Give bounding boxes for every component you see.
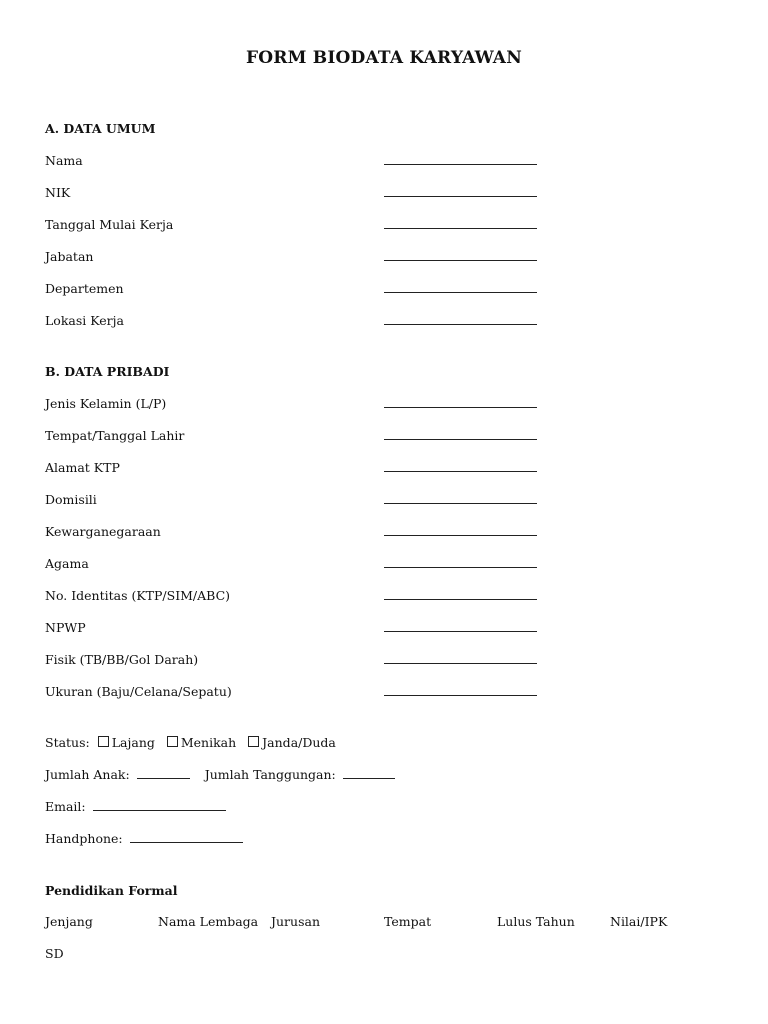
field-label: Agama bbox=[45, 556, 89, 571]
checkbox[interactable] bbox=[167, 736, 178, 747]
field-row-npwp bbox=[45, 620, 545, 638]
email-line[interactable] bbox=[93, 799, 226, 811]
field-row-alamat-ktp bbox=[45, 460, 545, 478]
fill-in-line[interactable] bbox=[384, 292, 537, 293]
section-b-heading: B. DATA PRIBADI bbox=[45, 364, 170, 379]
fill-in-line[interactable] bbox=[384, 196, 537, 197]
column-header: Nama Lembaga bbox=[158, 914, 259, 929]
checkbox[interactable] bbox=[98, 736, 109, 747]
field-row-jenis-kelamin bbox=[45, 396, 545, 414]
jumlah-tanggungan-label: Jumlah Tanggungan: bbox=[204, 767, 336, 782]
jumlah-anak-label: Jumlah Anak: bbox=[45, 767, 130, 782]
fill-in-line[interactable] bbox=[384, 324, 537, 325]
option-label: Menikah bbox=[180, 735, 237, 750]
jumlah-tanggungan-line[interactable] bbox=[343, 767, 395, 779]
handphone-row bbox=[45, 831, 243, 846]
field-row-nama bbox=[45, 153, 545, 171]
checkbox[interactable] bbox=[248, 736, 259, 747]
field-row-ukuran bbox=[45, 684, 545, 702]
column-header: Tempat bbox=[384, 914, 432, 929]
jumlah-anak-line[interactable] bbox=[137, 767, 190, 779]
fill-in-line[interactable] bbox=[384, 503, 537, 504]
field-label: Ukuran (Baju/Celana/Sepatu) bbox=[45, 684, 232, 699]
pendidikan-heading: Pendidikan Formal bbox=[45, 883, 178, 898]
jumlah-row bbox=[45, 767, 395, 782]
field-row-tempat-tanggal-lahir bbox=[45, 428, 545, 446]
fill-in-line[interactable] bbox=[384, 631, 537, 632]
fill-in-line[interactable] bbox=[384, 599, 537, 600]
field-row-agama bbox=[45, 556, 545, 574]
column-header: Jurusan bbox=[271, 914, 321, 929]
field-label: Tanggal Mulai Kerja bbox=[45, 217, 174, 232]
email-row bbox=[45, 799, 226, 814]
fill-in-line[interactable] bbox=[384, 535, 537, 536]
field-label: Domisili bbox=[45, 492, 97, 507]
handphone-line[interactable] bbox=[130, 831, 243, 843]
fill-in-line[interactable] bbox=[384, 164, 537, 165]
field-row-domisili bbox=[45, 492, 545, 510]
fill-in-line[interactable] bbox=[384, 471, 537, 472]
fill-in-line[interactable] bbox=[384, 567, 537, 568]
field-label: No. Identitas (KTP/SIM/ABC) bbox=[45, 588, 231, 603]
field-row-departemen bbox=[45, 281, 545, 299]
fill-in-line[interactable] bbox=[384, 228, 537, 229]
field-row-no-identitas bbox=[45, 588, 545, 606]
fill-in-line[interactable] bbox=[384, 260, 537, 261]
field-label: Nama bbox=[45, 153, 83, 168]
field-label: Lokasi Kerja bbox=[45, 313, 124, 328]
field-label: Kewarganegaraan bbox=[45, 524, 161, 539]
option-label: Janda/Duda bbox=[262, 735, 336, 750]
status-option-menikah[interactable] bbox=[167, 735, 236, 750]
field-row-kewarganegaraan bbox=[45, 524, 545, 542]
status-option-lajang[interactable] bbox=[98, 735, 155, 750]
field-label: NPWP bbox=[45, 620, 86, 635]
field-label: Jabatan bbox=[45, 249, 94, 264]
table-cell-jenjang: SD bbox=[45, 946, 64, 961]
column-header: Lulus Tahun bbox=[497, 914, 575, 929]
fill-in-line[interactable] bbox=[384, 439, 537, 440]
handphone-label: Handphone: bbox=[45, 831, 123, 846]
field-label: Alamat KTP bbox=[45, 460, 120, 475]
field-row-jabatan bbox=[45, 249, 545, 267]
field-row-tanggal-mulai-kerja bbox=[45, 217, 545, 235]
field-label: Departemen bbox=[45, 281, 124, 296]
fill-in-line[interactable] bbox=[384, 663, 537, 664]
status-option-janda-duda[interactable] bbox=[248, 735, 336, 750]
option-label: Lajang bbox=[111, 735, 155, 750]
field-label: Jenis Kelamin (L/P) bbox=[45, 396, 167, 411]
column-header: Jenjang bbox=[45, 914, 93, 929]
field-label: Fisik (TB/BB/Gol Darah) bbox=[45, 652, 199, 667]
column-header: Nilai/IPK bbox=[610, 914, 668, 929]
field-label: NIK bbox=[45, 185, 71, 200]
page-title: FORM BIODATA KARYAWAN bbox=[246, 48, 522, 68]
section-a-heading: A. DATA UMUM bbox=[45, 121, 156, 136]
status-row bbox=[45, 735, 344, 750]
email-label: Email: bbox=[45, 799, 86, 814]
status-label: Status: bbox=[45, 735, 90, 750]
field-label: Tempat/Tanggal Lahir bbox=[45, 428, 185, 443]
field-row-nik bbox=[45, 185, 545, 203]
table-row bbox=[45, 946, 64, 961]
fill-in-line[interactable] bbox=[384, 407, 537, 408]
field-row-lokasi-kerja bbox=[45, 313, 545, 331]
fill-in-line[interactable] bbox=[384, 695, 537, 696]
field-row-fisik bbox=[45, 652, 545, 670]
